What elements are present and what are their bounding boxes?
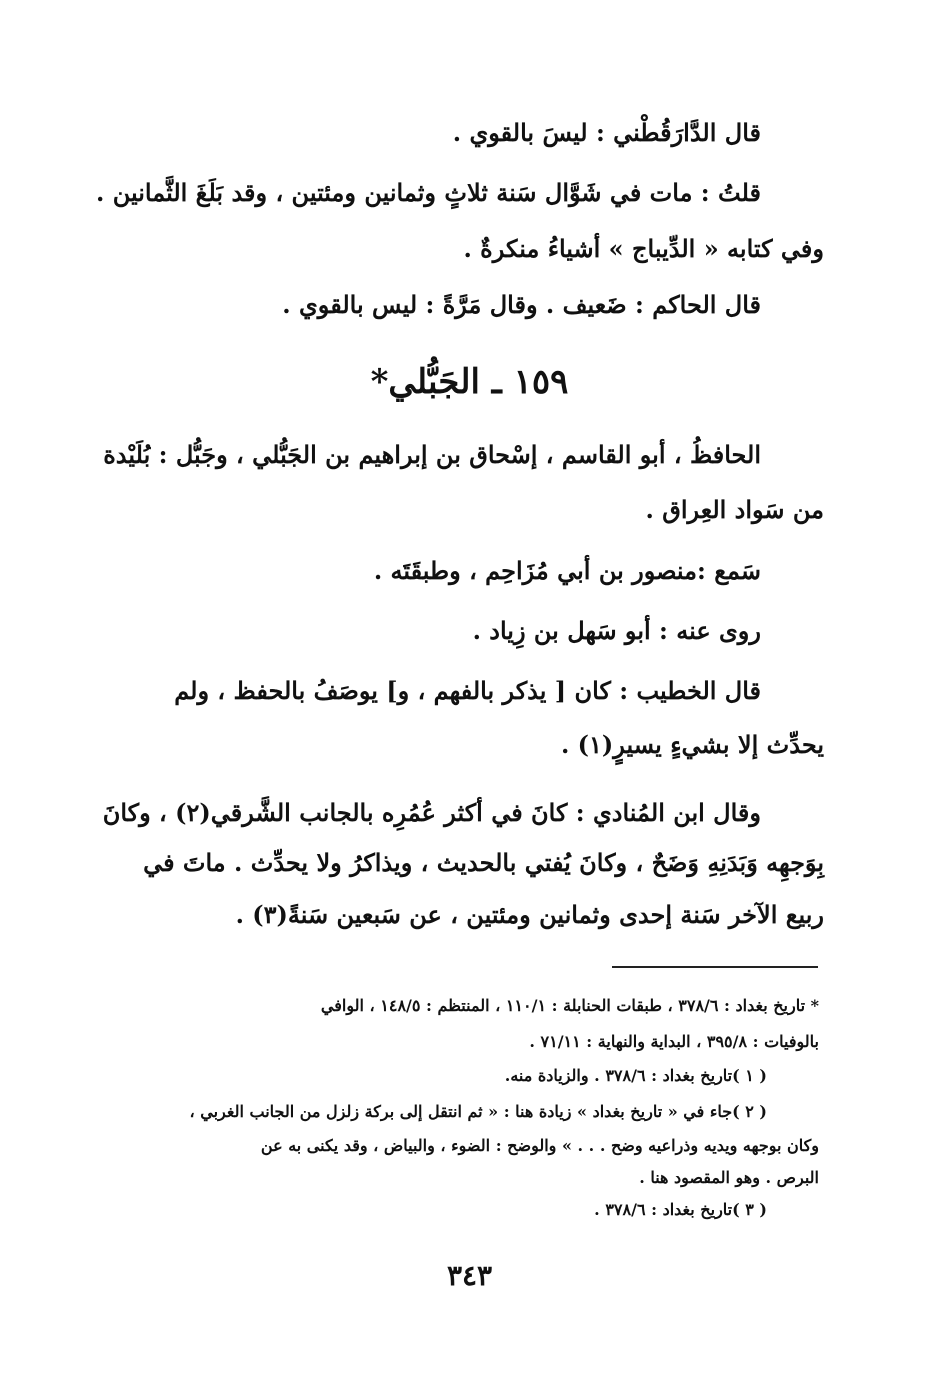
text-line: قلتُ : مات في شَوَّال سَنة ثلاثٍ وثمانين ومئتين ، وقد بَلَغَ الثَّمانين .	[96, 178, 761, 207]
text-line: يحدِّث إلا بشيءٍ يسيرٍ(١) .	[560, 730, 824, 759]
footnote-line: ( ٢ )جاء في « تاريخ بغداد » زيادة هنا : « ثم انتقل إلى بركة زلزل من الجانب الغربي ،	[189, 1102, 767, 1121]
text-line: وقال ابن المُنادي : كانَ في أكثر عُمُرِه بالجانب الشَّرقي(٢) ، وكانَ	[102, 798, 761, 827]
text-line: من سَواد العِراق .	[645, 495, 824, 524]
footnote-line: وكان بوجهه ويديه وذراعيه وضح . . . » والوضح : الضوء ، والبياض ، وقد يكنى به عن	[260, 1136, 819, 1155]
text-line: قال الدَّارَقُطْني : ليسَ بالقوي .	[452, 118, 761, 147]
footnote-line: بالوفيات : ٣٩٥/٨ ، البداية والنهاية : ٧١/١١ .	[529, 1032, 819, 1051]
entry-heading: ١٥٩ ـ الجَبُّلي*	[370, 362, 569, 402]
page-number: ٣٤٣	[446, 1259, 493, 1292]
text-line: الحافظُ ، أبو القاسم ، إسْحاق بن إبراهيم بن الجَبُّلي ، وجَبُّل : بُلَيْدة	[103, 440, 761, 469]
text-line: بِوَجهِه وَبَدَنِهِ وَضَحٌ ، وكانَ يُفتي بالحديث ، ويذاكرُ ولا يحدِّث . ماتَ في	[143, 848, 824, 877]
text-line: ربيع الآخر سَنة إحدى وثمانين ومئتين ، عن سَبعين سَنةً(٣) .	[235, 900, 824, 929]
text-line: قال الخطيب : كان [ يذكر بالفهم ، و] يوصَفُ بالحفظ ، ولم	[174, 676, 761, 705]
text-line: سَمع :منصور بن أبي مُزَاحِم ، وطبقَتَه .	[373, 556, 761, 585]
footnote-line: البرص . وهو المقصود هنا .	[639, 1168, 819, 1187]
footnote-line: ( ٣ )تاريخ بغداد : ٣٧٨/٦ .	[594, 1200, 767, 1219]
footnote-divider	[612, 966, 818, 968]
footnote-line: ( ١ )تاريخ بغداد : ٣٧٨/٦ . والزيادة منه.	[504, 1066, 767, 1085]
text-line: روى عنه : أبو سَهل بن زِياد .	[472, 616, 761, 645]
footnote-line: * تاريخ بغداد : ٣٧٨/٦ ، طبقات الحنابلة : ١١٠/١ ، المنتظم : ١٤٨/٥ ، الوافي	[320, 996, 819, 1015]
text-line: وفي كتابه « الدِّيباج » أشياءُ منكرةٌ .	[463, 234, 824, 263]
text-line: قال الحاكم : ضَعيف . وقال مَرَّةً : ليس بالقوي .	[282, 290, 761, 319]
